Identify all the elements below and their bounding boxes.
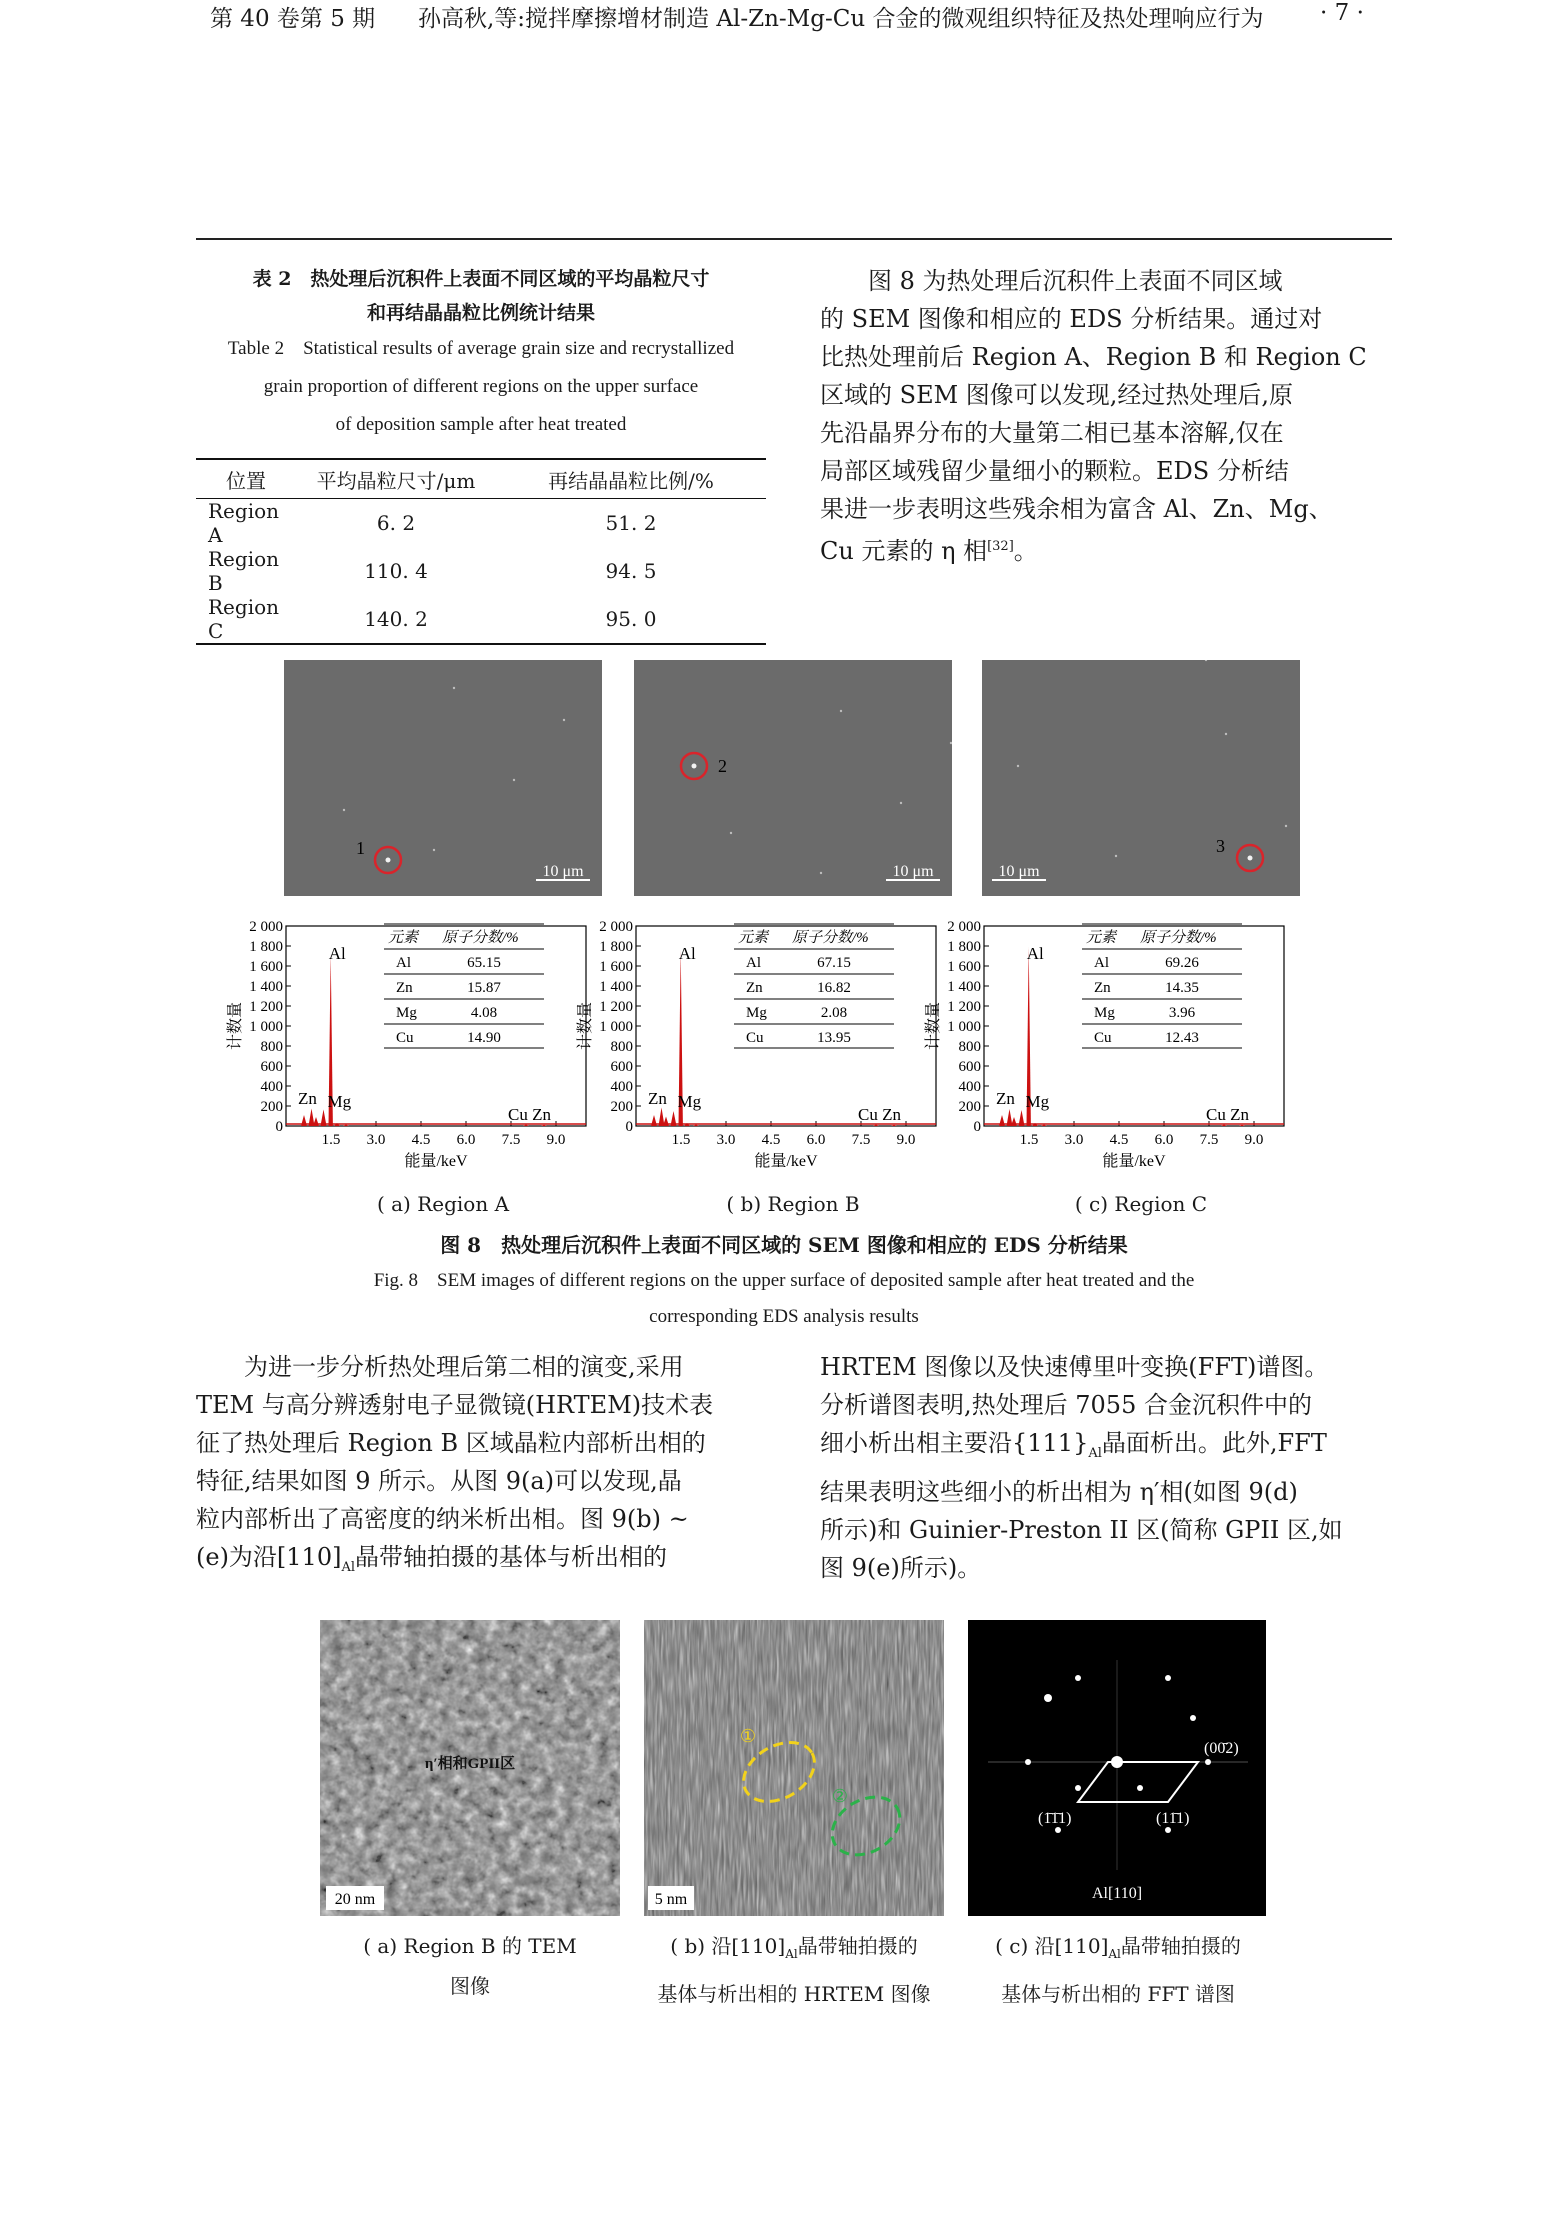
inset-cell: Mg — [746, 1005, 767, 1021]
point-label: 3 — [1216, 836, 1225, 856]
inset-cell: 13.95 — [817, 1030, 851, 1046]
y-tick-label: 600 — [260, 1059, 283, 1075]
text-line: 结果表明这些细小的析出相为 η′相(如图 9(d) — [820, 1477, 1298, 1506]
inset-cell: Cu — [746, 1030, 764, 1046]
spectrum-peak — [659, 1108, 665, 1127]
speck — [563, 719, 565, 721]
y-tick-label: 800 — [610, 1039, 633, 1055]
inset-header: 元素 — [738, 930, 769, 946]
y-tick-label: 1 000 — [947, 1019, 981, 1035]
table-row — [196, 499, 766, 548]
text-span: 。 — [1013, 537, 1038, 565]
marker-1: ① — [739, 1726, 757, 1746]
x-tick-label: 9.0 — [546, 1132, 566, 1148]
zone-axis-label: Al[110] — [1091, 1885, 1143, 1902]
y-tick-label: 1 600 — [249, 959, 283, 975]
table2-caption-cn-2: 和再结晶晶粒比例统计结果 — [366, 302, 595, 324]
inset-cell: 16.82 — [817, 980, 851, 996]
speck — [1225, 733, 1227, 735]
spot — [1075, 1675, 1081, 1681]
peak-label: Cu Zn — [1206, 1105, 1249, 1124]
subscript: Al — [341, 1559, 356, 1575]
text-line: 果进一步表明这些残余相为富含 Al、Zn、Mg、 — [820, 495, 1333, 523]
spot — [1165, 1827, 1171, 1833]
figure9c-caption — [948, 1926, 1288, 2014]
spot — [1205, 1759, 1211, 1765]
scale-bar-label: 5 nm — [654, 1891, 688, 1908]
speck — [1017, 765, 1019, 767]
figure8-caption-en-1: Fig. 8 SEM images of different regions on the upper surface of deposited sample after heat treated and the — [373, 1270, 1195, 1291]
speck — [730, 832, 732, 834]
table-header: 再结晶晶粒比例/% — [548, 468, 714, 493]
x-tick-label: 6.0 — [456, 1132, 476, 1148]
x-tick-label: 1.5 — [321, 1132, 341, 1148]
table-cell: Region A — [208, 499, 280, 547]
y-tick-label: 0 — [973, 1119, 981, 1135]
text-line: 区域的 SEM 图像可以发现,经过热处理后,原 — [820, 381, 1294, 409]
table2-caption-en-1: Table 2 Statistical results of average grain size and recrystallized — [227, 338, 735, 359]
inset-cell: Mg — [1094, 1005, 1115, 1021]
particle — [1248, 856, 1253, 861]
y-tick-label: 1 400 — [599, 979, 633, 995]
x-tick-label: 1.5 — [671, 1132, 691, 1148]
y-axis-label: 计数量 — [925, 1001, 942, 1051]
y-axis-label: 计数量 — [577, 1001, 594, 1051]
y-tick-label: 800 — [958, 1039, 981, 1055]
table2 — [196, 458, 766, 645]
subscript: Al — [1088, 1445, 1102, 1461]
text-line: TEM 与高分辨透射电子显微镜(HRTEM)技术表 — [196, 1391, 714, 1419]
table-header: 平均晶粒尺寸/μm — [316, 468, 476, 493]
table-row — [196, 547, 766, 595]
scale-bar-label: 10 μm — [892, 863, 934, 880]
inset-cell: 67.15 — [817, 955, 851, 971]
text-span: 晶面析出。此外,FFT — [1101, 1429, 1327, 1457]
x-tick-label: 7.5 — [1199, 1132, 1219, 1148]
y-tick-label: 600 — [610, 1059, 633, 1075]
tem-image — [320, 1620, 620, 1916]
x-tick-label: 4.5 — [761, 1132, 781, 1148]
y-tick-label: 2 000 — [599, 919, 633, 935]
peak-label: Mg — [677, 1092, 702, 1111]
sem-image — [982, 660, 1300, 896]
inset-cell: Al — [746, 955, 761, 971]
y-tick-label: 1 200 — [249, 999, 283, 1015]
figure8-sub-caption: ( b) Region B — [726, 1192, 860, 1216]
table-header: 位置 — [226, 468, 266, 493]
inset-cell: 2.08 — [820, 1005, 848, 1021]
text-line: HRTEM 图像以及快速傅里叶变换(FFT)谱图。 — [820, 1353, 1329, 1381]
caption-line: ( a) Region B 的 TEM — [363, 1934, 577, 1958]
phase-label: η′相和GPII区 — [424, 1756, 516, 1772]
text-span: Cu 元素的 η 相 — [820, 537, 988, 565]
x-tick-label: 4.5 — [411, 1132, 431, 1148]
x-tick-label: 6.0 — [806, 1132, 826, 1148]
y-tick-label: 200 — [260, 1099, 283, 1115]
y-tick-label: 2 000 — [947, 919, 981, 935]
inset-cell: Al — [396, 955, 411, 971]
sem-background — [982, 660, 1300, 896]
table-cell: 95. 0 — [605, 607, 657, 631]
inset-cell: 14.90 — [467, 1030, 501, 1046]
caption-line: 基体与析出相的 HRTEM 图像 — [657, 1982, 931, 2006]
speck — [433, 849, 435, 851]
inset-header: 原子分数/% — [1140, 930, 1217, 946]
inset-header: 原子分数/% — [792, 930, 869, 946]
speck — [343, 809, 345, 811]
speck — [453, 687, 455, 689]
y-tick-label: 1 800 — [947, 939, 981, 955]
sem-background — [634, 660, 952, 896]
text-line: 为进一步分析热处理后第二相的演变,采用 — [244, 1353, 684, 1381]
inset-cell: Al — [1094, 955, 1109, 971]
caption-line: 图像 — [450, 1974, 490, 1998]
y-tick-label: 1 600 — [947, 959, 981, 975]
text-line — [820, 1424, 1386, 1473]
speck — [840, 710, 842, 712]
peak-label: Cu Zn — [858, 1105, 901, 1124]
inset-cell: 69.26 — [1165, 955, 1199, 971]
text-line: 比热处理前后 Region A、Region B 和 Region C — [820, 343, 1367, 371]
header-rule — [196, 238, 1392, 240]
x-axis-label: 能量/keV — [1102, 1153, 1166, 1170]
scale-bar-label: 20 nm — [334, 1891, 376, 1908]
inset-header: 元素 — [1086, 930, 1117, 946]
subscript: Al — [1108, 1947, 1121, 1961]
running-header — [0, 0, 1568, 40]
citation: [32] — [987, 539, 1014, 554]
scale-bar-label: 10 μm — [998, 863, 1040, 880]
peak-label: Zn — [996, 1089, 1015, 1108]
table-cell: 6. 2 — [376, 511, 416, 535]
text-span: 晶带轴拍摄的 — [797, 1934, 918, 1958]
y-tick-label: 400 — [610, 1079, 633, 1095]
spot — [1075, 1785, 1081, 1791]
inset-cell: 15.87 — [467, 980, 501, 996]
inset-cell: Cu — [396, 1030, 414, 1046]
text-span: ( b) 沿[110] — [670, 1934, 786, 1958]
table2-caption-en-3: of deposition sample after heat treated — [335, 414, 627, 435]
peak-label: Zn — [648, 1089, 667, 1108]
inset-cell: Zn — [746, 980, 763, 996]
eds-spectrum — [922, 908, 1302, 1180]
figure9a-caption — [300, 1926, 640, 2006]
spot — [1165, 1675, 1171, 1681]
table2-caption-cn-1: 表 2 热处理后沉积件上表面不同区域的平均晶粒尺寸 — [252, 268, 710, 290]
particle — [692, 764, 697, 769]
y-tick-label: 1 400 — [249, 979, 283, 995]
y-tick-label: 1 800 — [249, 939, 283, 955]
table-cell: Region B — [208, 547, 280, 595]
hrtem-image — [644, 1620, 944, 1916]
y-tick-label: 1 200 — [947, 999, 981, 1015]
body-paragraph-right-2 — [820, 1348, 1386, 1587]
caption-line — [948, 1926, 1288, 1974]
y-tick-label: 200 — [958, 1099, 981, 1115]
inset-header: 原子分数/% — [442, 930, 519, 946]
x-tick-label: 9.0 — [1244, 1132, 1264, 1148]
figure8-caption-en-2: corresponding EDS analysis results — [649, 1306, 919, 1327]
fft-pattern — [968, 1620, 1266, 1916]
text-line: 分析谱图表明,热处理后 7055 合金沉积件中的 — [820, 1391, 1312, 1419]
body-paragraph-left-2 — [196, 1348, 762, 1587]
table-cell: 51. 2 — [605, 511, 657, 535]
speck — [513, 779, 515, 781]
point-label: 2 — [718, 756, 727, 776]
peak-label: Mg — [327, 1092, 352, 1111]
x-tick-label: 3.0 — [716, 1132, 736, 1148]
text-line: 图 8 为热处理后沉积件上表面不同区域 — [868, 267, 1283, 295]
inset-cell: 14.35 — [1165, 980, 1199, 996]
spot — [1137, 1785, 1143, 1791]
y-tick-label: 400 — [958, 1079, 981, 1095]
inset-cell: 3.96 — [1168, 1005, 1196, 1021]
speck — [900, 802, 902, 804]
text-span: ( c) 沿[110] — [995, 1934, 1109, 1958]
page-number: · 7 · — [1320, 0, 1364, 26]
x-tick-label: 3.0 — [1064, 1132, 1084, 1148]
y-tick-label: 2 000 — [249, 919, 283, 935]
x-tick-label: 7.5 — [851, 1132, 871, 1148]
spot-label-left: (1̄1̄1) — [1038, 1810, 1072, 1827]
x-axis-label: 能量/keV — [754, 1153, 818, 1170]
y-tick-label: 200 — [610, 1099, 633, 1115]
figure8-caption-cn: 图 8 热处理后沉积件上表面不同区域的 SEM 图像和相应的 EDS 分析结果 — [440, 1233, 1128, 1257]
spot-label-right: (11̄1) — [1156, 1810, 1190, 1827]
table-header-row — [196, 459, 766, 499]
inset-cell: Zn — [396, 980, 413, 996]
inset-header: 元素 — [388, 930, 419, 946]
text-span: 细小析出相主要沿{111} — [820, 1429, 1089, 1457]
text-line: 粒内部析出了高密度的纳米析出相。图 9(b) ~ — [196, 1505, 689, 1533]
speck — [820, 872, 822, 874]
x-tick-label: 3.0 — [366, 1132, 386, 1148]
sem-image — [634, 660, 952, 896]
inset-cell: Cu — [1094, 1030, 1112, 1046]
particle — [386, 858, 391, 863]
peak-label: Mg — [1025, 1092, 1050, 1111]
figure9b-caption — [624, 1926, 964, 2014]
text-span: (e)为沿[110] — [196, 1543, 342, 1571]
table-cell: 140. 2 — [364, 607, 428, 631]
peak-label: Zn — [298, 1089, 317, 1108]
point-label: 1 — [356, 838, 365, 858]
table-row — [196, 595, 766, 644]
y-axis-label: 计数量 — [227, 1001, 244, 1051]
text-span: 晶带轴拍摄的 — [1120, 1934, 1241, 1958]
text-line: 征了热处理后 Region B 区域晶粒内部析出相的 — [196, 1429, 706, 1457]
x-tick-label: 4.5 — [1109, 1132, 1129, 1148]
peak-label: Al — [328, 944, 346, 963]
article-running-title: 孙高秋,等:搅拌摩擦增材制造 Al-Zn-Mg-Cu 合金的微观组织特征及热处理响应行为 — [418, 6, 1264, 32]
eds-spectrum — [574, 908, 954, 1180]
subscript: Al — [785, 1947, 798, 1961]
y-tick-label: 0 — [625, 1119, 633, 1135]
x-tick-label: 1.5 — [1019, 1132, 1039, 1148]
text-line — [820, 528, 1386, 570]
y-tick-label: 1 000 — [599, 1019, 633, 1035]
body-paragraph-right-1 — [820, 262, 1386, 570]
spot — [1055, 1827, 1061, 1833]
text-line: 特征,结果如图 9 所示。从图 9(a)可以发现,晶 — [196, 1467, 682, 1495]
journal-volume: 第 40 卷第 5 期 — [210, 6, 376, 32]
scale-bar-label: 10 μm — [542, 863, 584, 880]
caption-line: 基体与析出相的 FFT 谱图 — [1001, 1982, 1235, 2006]
x-axis-label: 能量/keV — [404, 1153, 468, 1170]
hrtem-texture — [644, 1620, 944, 1916]
y-tick-label: 600 — [958, 1059, 981, 1075]
y-tick-label: 0 — [275, 1119, 283, 1135]
y-tick-label: 1 000 — [249, 1019, 283, 1035]
eds-spectrum — [224, 908, 604, 1180]
y-tick-label: 1 200 — [599, 999, 633, 1015]
table-cell: 110. 4 — [364, 559, 428, 583]
sem-background — [284, 660, 602, 896]
y-tick-label: 800 — [260, 1039, 283, 1055]
y-tick-label: 1 800 — [599, 939, 633, 955]
text-line: 局部区域残留少量细小的颗粒。EDS 分析结 — [820, 457, 1289, 485]
spot — [1025, 1759, 1031, 1765]
spot — [1044, 1694, 1052, 1702]
peak-label: Cu Zn — [508, 1105, 551, 1124]
inset-cell: 12.43 — [1165, 1030, 1199, 1046]
table2-caption — [196, 262, 766, 444]
speck — [1115, 855, 1117, 857]
text-line — [196, 1538, 762, 1587]
inset-cell: Mg — [396, 1005, 417, 1021]
marker-2: ② — [831, 1786, 849, 1806]
text-line: 所示)和 Guinier-Preston II 区(简称 GPII 区,如 — [820, 1515, 1343, 1544]
figure8-sub-caption: ( a) Region A — [376, 1192, 510, 1216]
x-tick-label: 9.0 — [896, 1132, 916, 1148]
spot — [1190, 1715, 1196, 1721]
y-tick-label: 1 600 — [599, 959, 633, 975]
peak-label: Al — [1026, 944, 1044, 963]
text-span: 晶带轴拍摄的基体与析出相的 — [355, 1543, 668, 1571]
speck — [1285, 825, 1287, 827]
inset-cell: 65.15 — [467, 955, 501, 971]
figure8-sub-caption: ( c) Region C — [1074, 1192, 1208, 1216]
y-tick-label: 1 400 — [947, 979, 981, 995]
inset-cell: 4.08 — [470, 1005, 498, 1021]
table2-caption-en-2: grain proportion of different regions on the upper surface — [263, 376, 699, 397]
x-tick-label: 6.0 — [1154, 1132, 1174, 1148]
text-line: 先沿晶界分布的大量第二相已基本溶解,仅在 — [820, 419, 1284, 447]
sem-image — [284, 660, 602, 896]
inset-cell: Zn — [1094, 980, 1111, 996]
caption-line — [624, 1926, 964, 1974]
text-line: 图 9(e)所示)。 — [820, 1553, 982, 1582]
spot-label-top: (00̄2) — [1204, 1740, 1239, 1757]
x-tick-label: 7.5 — [501, 1132, 521, 1148]
table-cell: Region C — [208, 595, 280, 643]
table-cell: 94. 5 — [605, 559, 657, 583]
y-tick-label: 400 — [260, 1079, 283, 1095]
peak-label: Al — [678, 944, 696, 963]
text-line: 的 SEM 图像和相应的 EDS 分析结果。通过对 — [820, 305, 1323, 333]
